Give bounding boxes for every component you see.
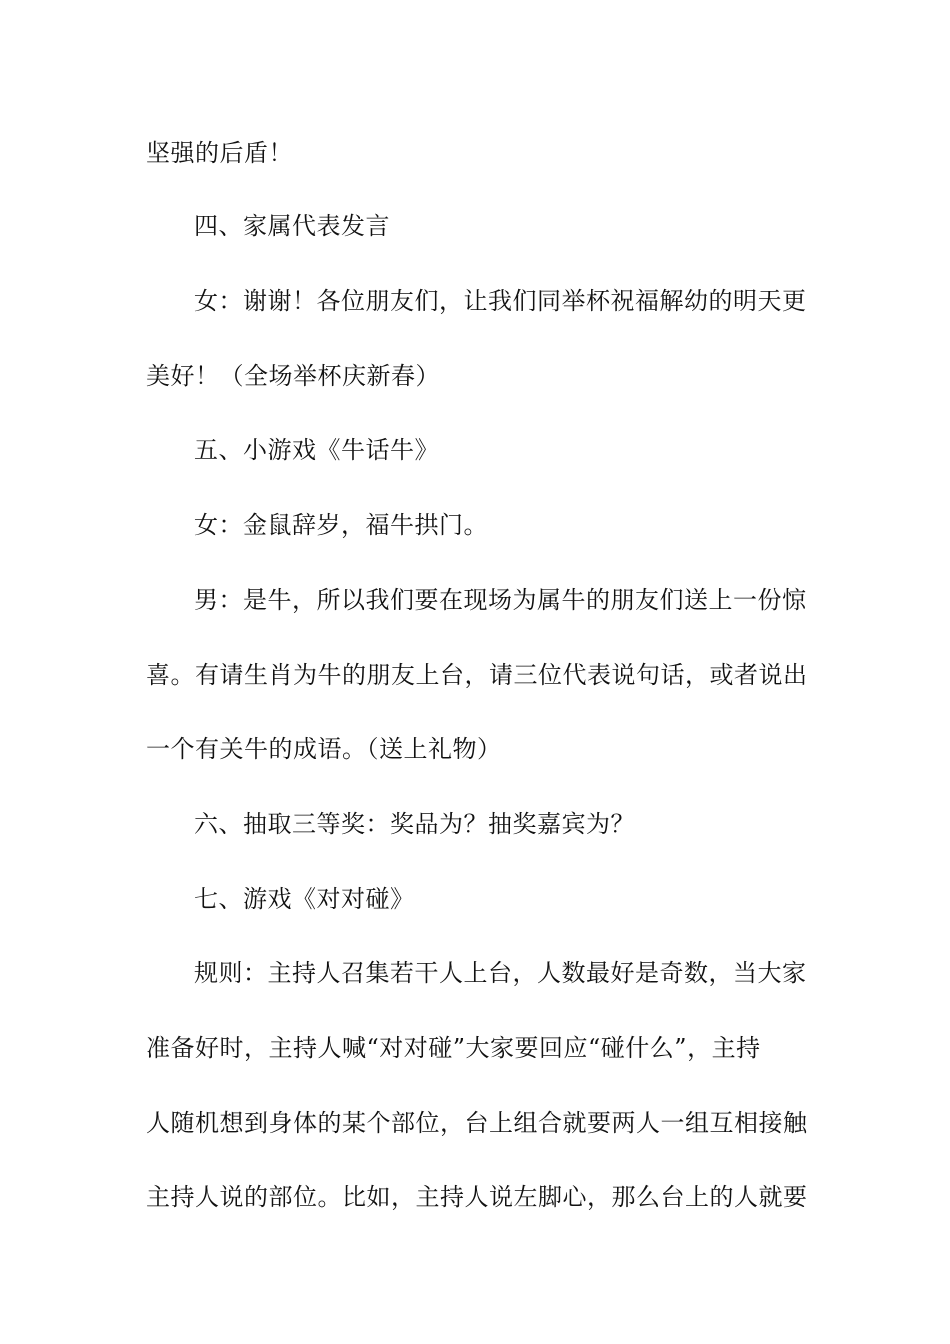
rules-paragraph: 规则：主持人召集若干人上台，人数最好是奇数，当大家	[194, 959, 807, 987]
section-heading-game-duiduipeng: 七、游戏《对对碰》	[194, 885, 415, 913]
dialogue-line: 女：谢谢！各位朋友们，让我们同举杯祝福解幼的明天更	[194, 287, 807, 315]
rules-paragraph-continuation: 准备好时，主持人喊“对对碰”大家要回应“碰什么”，主持	[146, 1034, 761, 1062]
rules-paragraph-continuation: 人随机想到身体的某个部位，台上组合就要两人一组互相接触	[146, 1109, 808, 1137]
rules-paragraph-continuation: 主持人说的部位。比如，主持人说左脚心，那么台上的人就要	[146, 1183, 808, 1211]
paragraph-continuation: 坚强的后盾！	[146, 139, 293, 167]
section-heading-mini-game: 五、小游戏《牛话牛》	[194, 436, 439, 464]
dialogue-line-continuation: 喜。有请生肖为牛的朋友上台，请三位代表说句话，或者说出	[146, 661, 808, 689]
dialogue-line-continuation: 美好！（全场举杯庆新春）	[146, 362, 440, 390]
section-heading-family-speech: 四、家属代表发言	[194, 212, 390, 240]
dialogue-line-continuation: 一个有关牛的成语。（送上礼物）	[146, 735, 502, 763]
dialogue-line: 男：是牛，所以我们要在现场为属牛的朋友们送上一份惊	[194, 586, 807, 614]
dialogue-line: 女：金鼠辞岁，福牛拱门。	[194, 511, 488, 539]
section-heading-third-prize: 六、抽取三等奖：奖品为？抽奖嘉宾为？	[194, 810, 635, 838]
